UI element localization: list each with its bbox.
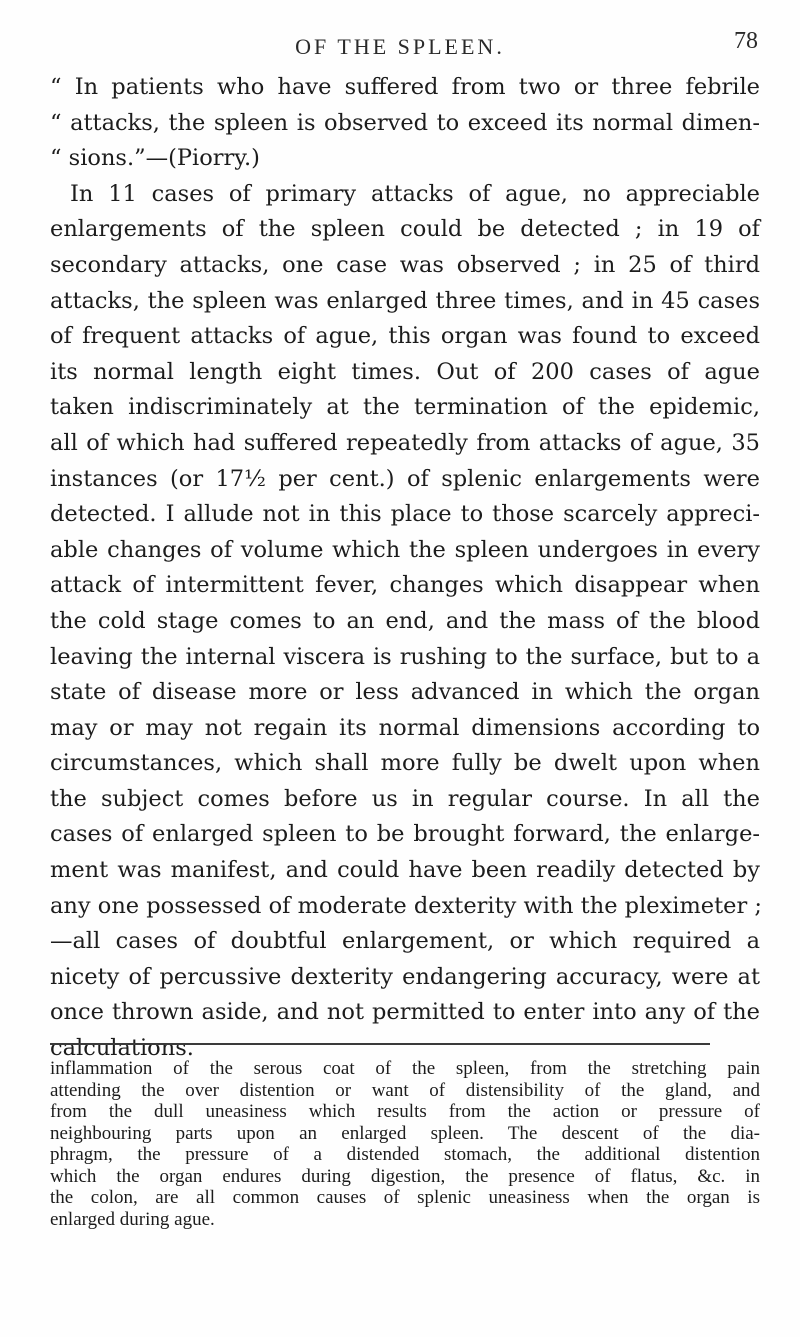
footnote-rule [50,1043,710,1045]
body-line: In 11 cases of primary attacks of ague, no appreciable [70,180,760,207]
body-line: instances (or 17½ per cent.) of splenic enlargements were [50,465,760,492]
body-line: nicety of percussive dexterity endangering accuracy, were at [50,963,760,990]
footnote-line: enlarged during ague. [50,1208,215,1230]
footnote-line: attending the over distention or want of distensibility of the gland, and [50,1079,760,1101]
body-line: the cold stage comes to an end, and the mass of the blood [50,607,760,634]
body-line: of frequent attacks of ague, this organ was found to exceed [50,323,760,350]
running-head [0,28,800,68]
body-line: its normal length eight times. Out of 200 cases of ague [50,358,760,385]
footnote-line: phragm, the pressure of a distended stomach, the additional distention [50,1144,760,1165]
body-line: state of disease more or less advanced in which the organ [50,679,760,706]
body-line: “ sions.”—(Piorry.) [50,145,260,172]
body-line: ment was manifest, and could have been readily detected by [50,857,760,884]
body-line: calculations. [50,1035,194,1062]
body-line: circumstances, which shall more fully be dwelt upon when [50,750,760,777]
body-line: all of which had suffered repeatedly from attacks of ague, 35 [50,429,760,456]
body-line: attacks, the spleen was enlarged three times, and in 45 cases [50,287,760,314]
page-number: 78 [734,28,758,54]
footnote [50,1058,760,1230]
footnote-line: neighbouring parts upon an enlarged spleen. The descent of the dia- [50,1122,760,1144]
body-line: leaving the internal viscera is rushing to the surface, but to a [50,643,760,670]
footnote-line: from the dull uneasiness which results from the action or pressure of [50,1101,760,1122]
body-line: “ In patients who have suffered from two or three febrile [50,74,760,100]
body-line: attack of intermittent fever, changes which disappear when [50,572,760,599]
body-line: detected. I allude not in this place to those scarcely appreci- [50,501,760,528]
body-line: once thrown aside, and not permitted to enter into any of the [50,999,760,1026]
body-line: enlargements of the spleen could be detected ; in 19 of [50,216,760,243]
body-line: “ attacks, the spleen is observed to exceed its normal dimen- [50,109,760,136]
body-line: the subject comes before us in regular course. In all the [50,785,760,812]
body-text [50,70,760,1067]
footnote-line: which the organ endures during digestion, the presence of flatus, &c. in [50,1165,760,1187]
footnote-line: inflammation of the serous coat of the spleen, from the stretching pain [50,1058,760,1079]
body-line: may or may not regain its normal dimensions according to [50,714,760,741]
body-line: secondary attacks, one case was observed ; in 25 of third [50,251,760,278]
body-line: cases of enlarged spleen to be brought forward, the enlarge- [50,821,760,848]
body-line: any one possessed of moderate dexterity with the pleximeter ; [50,892,762,919]
body-line: able changes of volume which the spleen undergoes in every [50,536,760,563]
body-line: —all cases of doubtful enlargement, or which required a [50,928,760,955]
body-line: taken indiscriminately at the termination of the epidemic, [50,394,760,421]
footnote-line: the colon, are all common causes of splenic uneasiness when the organ is [50,1187,760,1208]
running-title: OF THE SPLEEN. [295,34,505,59]
